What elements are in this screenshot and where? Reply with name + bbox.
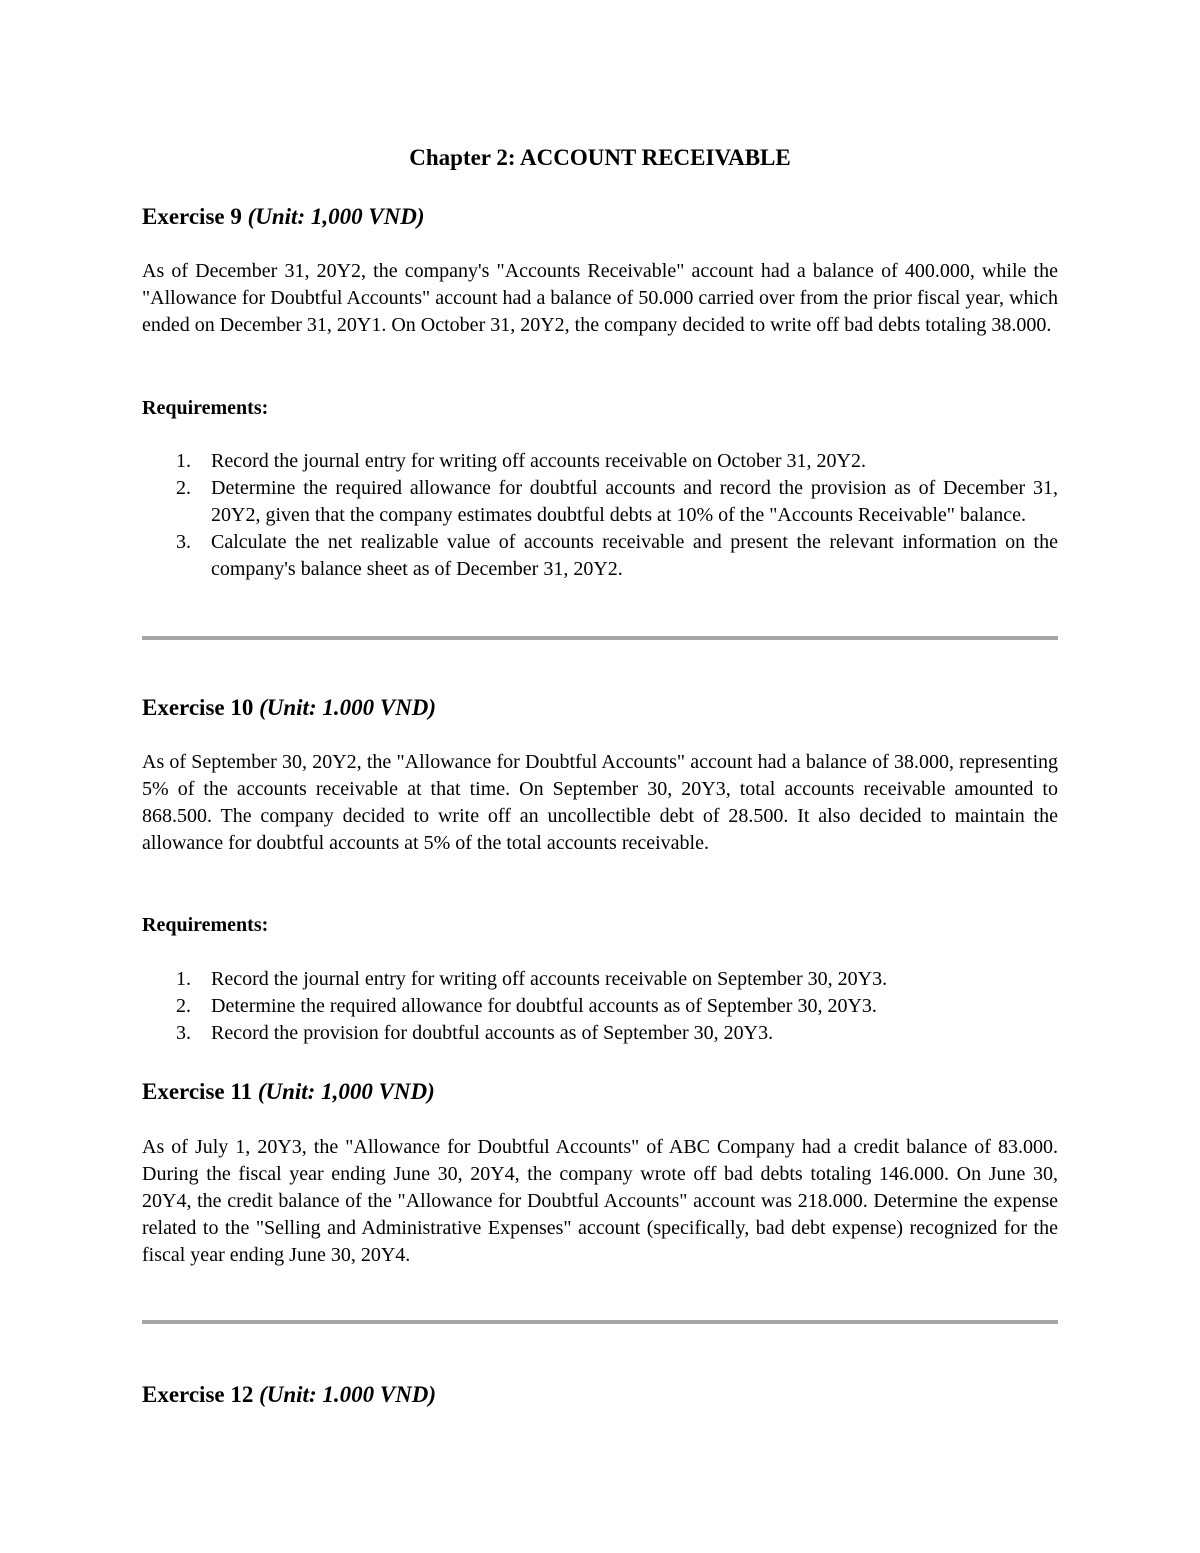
list-text: Calculate the net realizable value of accounts receivable and present the relevant information on the company's balance sheet as of December 31, 20Y2. [211, 531, 1058, 580]
exercise-unit: (Unit: 1.000 VND) [259, 695, 437, 720]
section-divider [142, 636, 1058, 640]
list-text: Record the journal entry for writing off accounts receivable on September 30, 20Y3. [211, 968, 888, 990]
exercise-label: Exercise 9 [142, 204, 242, 229]
exercise-label: Exercise 12 [142, 1382, 254, 1407]
exercise-unit: (Unit: 1.000 VND) [259, 1382, 437, 1407]
list-number: 1. [176, 450, 191, 472]
exercise-9-requirements-heading: Requirements: [142, 397, 269, 419]
section-divider [142, 1320, 1058, 1324]
exercise-10-requirements-list [142, 966, 1058, 1047]
list-number: 3. [176, 1022, 191, 1044]
list-item [142, 448, 1058, 475]
list-text: Determine the required allowance for doubtful accounts and record the provision as of December 31, 20Y2, given that the company estimates doubtful debts at 10% of the "Accounts Receivable" balance. [211, 477, 1058, 526]
exercise-10-requirements-heading: Requirements: [142, 914, 269, 936]
exercise-9-requirements-list [142, 448, 1058, 583]
exercise-11-heading [142, 1077, 1058, 1107]
exercise-unit: (Unit: 1,000 VND) [247, 204, 425, 229]
exercise-10-heading [142, 693, 1058, 723]
exercise-label: Exercise 11 [142, 1079, 253, 1104]
chapter-title: Chapter 2: ACCOUNT RECEIVABLE [409, 145, 791, 170]
list-text: Record the journal entry for writing off accounts receivable on October 31, 20Y2. [211, 450, 866, 472]
exercise-9-text: As of December 31, 20Y2, the company's "Accounts Receivable" account had a balance of 400.000, while the "Allowance for Doubtful Accounts" account had a balance of 50.000 carried over from the prior fiscal year, which ended on December 31, 20Y1. On October 31, 20Y2, the company decided to write off bad debts totaling 38.000. [142, 260, 1058, 336]
list-number: 3. [176, 531, 191, 553]
list-item [142, 1020, 1058, 1047]
list-number: 2. [176, 995, 191, 1017]
exercise-11-text: As of July 1, 20Y3, the "Allowance for Doubtful Accounts" of ABC Company had a credit balance of 83.000. During the fiscal year ending June 30, 20Y4, the company wrote off bad debts totaling 146.000. On June 30, 20Y4, the credit balance of the "Allowance for Doubtful Accounts" account was 218.000. Determine the expense related to the "Selling and Administrative Expenses" account (specifically, bad debt expense) recognized for the fiscal year ending June 30, 20Y4. [142, 1136, 1058, 1266]
list-number: 2. [176, 477, 191, 499]
list-text: Determine the required allowance for doubtful accounts as of September 30, 20Y3. [211, 995, 877, 1017]
list-text: Record the provision for doubtful accounts as of September 30, 20Y3. [211, 1022, 774, 1044]
list-item [142, 475, 1058, 529]
exercise-9-heading [142, 202, 1058, 232]
exercise-10-text: As of September 30, 20Y2, the "Allowance for Doubtful Accounts" account had a balance of 38.000, representing 5% of the accounts receivable at that time. On September 30, 20Y3, total accounts receivable amounted to 868.500. The company decided to write off an uncollectible debt of 28.500. It also decided to maintain the allowance for doubtful accounts at 5% of the total accounts receivable. [142, 751, 1058, 854]
exercise-label: Exercise 10 [142, 695, 254, 720]
list-item [142, 529, 1058, 583]
list-item [142, 966, 1058, 993]
list-item [142, 993, 1058, 1020]
exercise-unit: (Unit: 1,000 VND) [257, 1079, 435, 1104]
exercise-12-heading [142, 1380, 1058, 1410]
list-number: 1. [176, 968, 191, 990]
